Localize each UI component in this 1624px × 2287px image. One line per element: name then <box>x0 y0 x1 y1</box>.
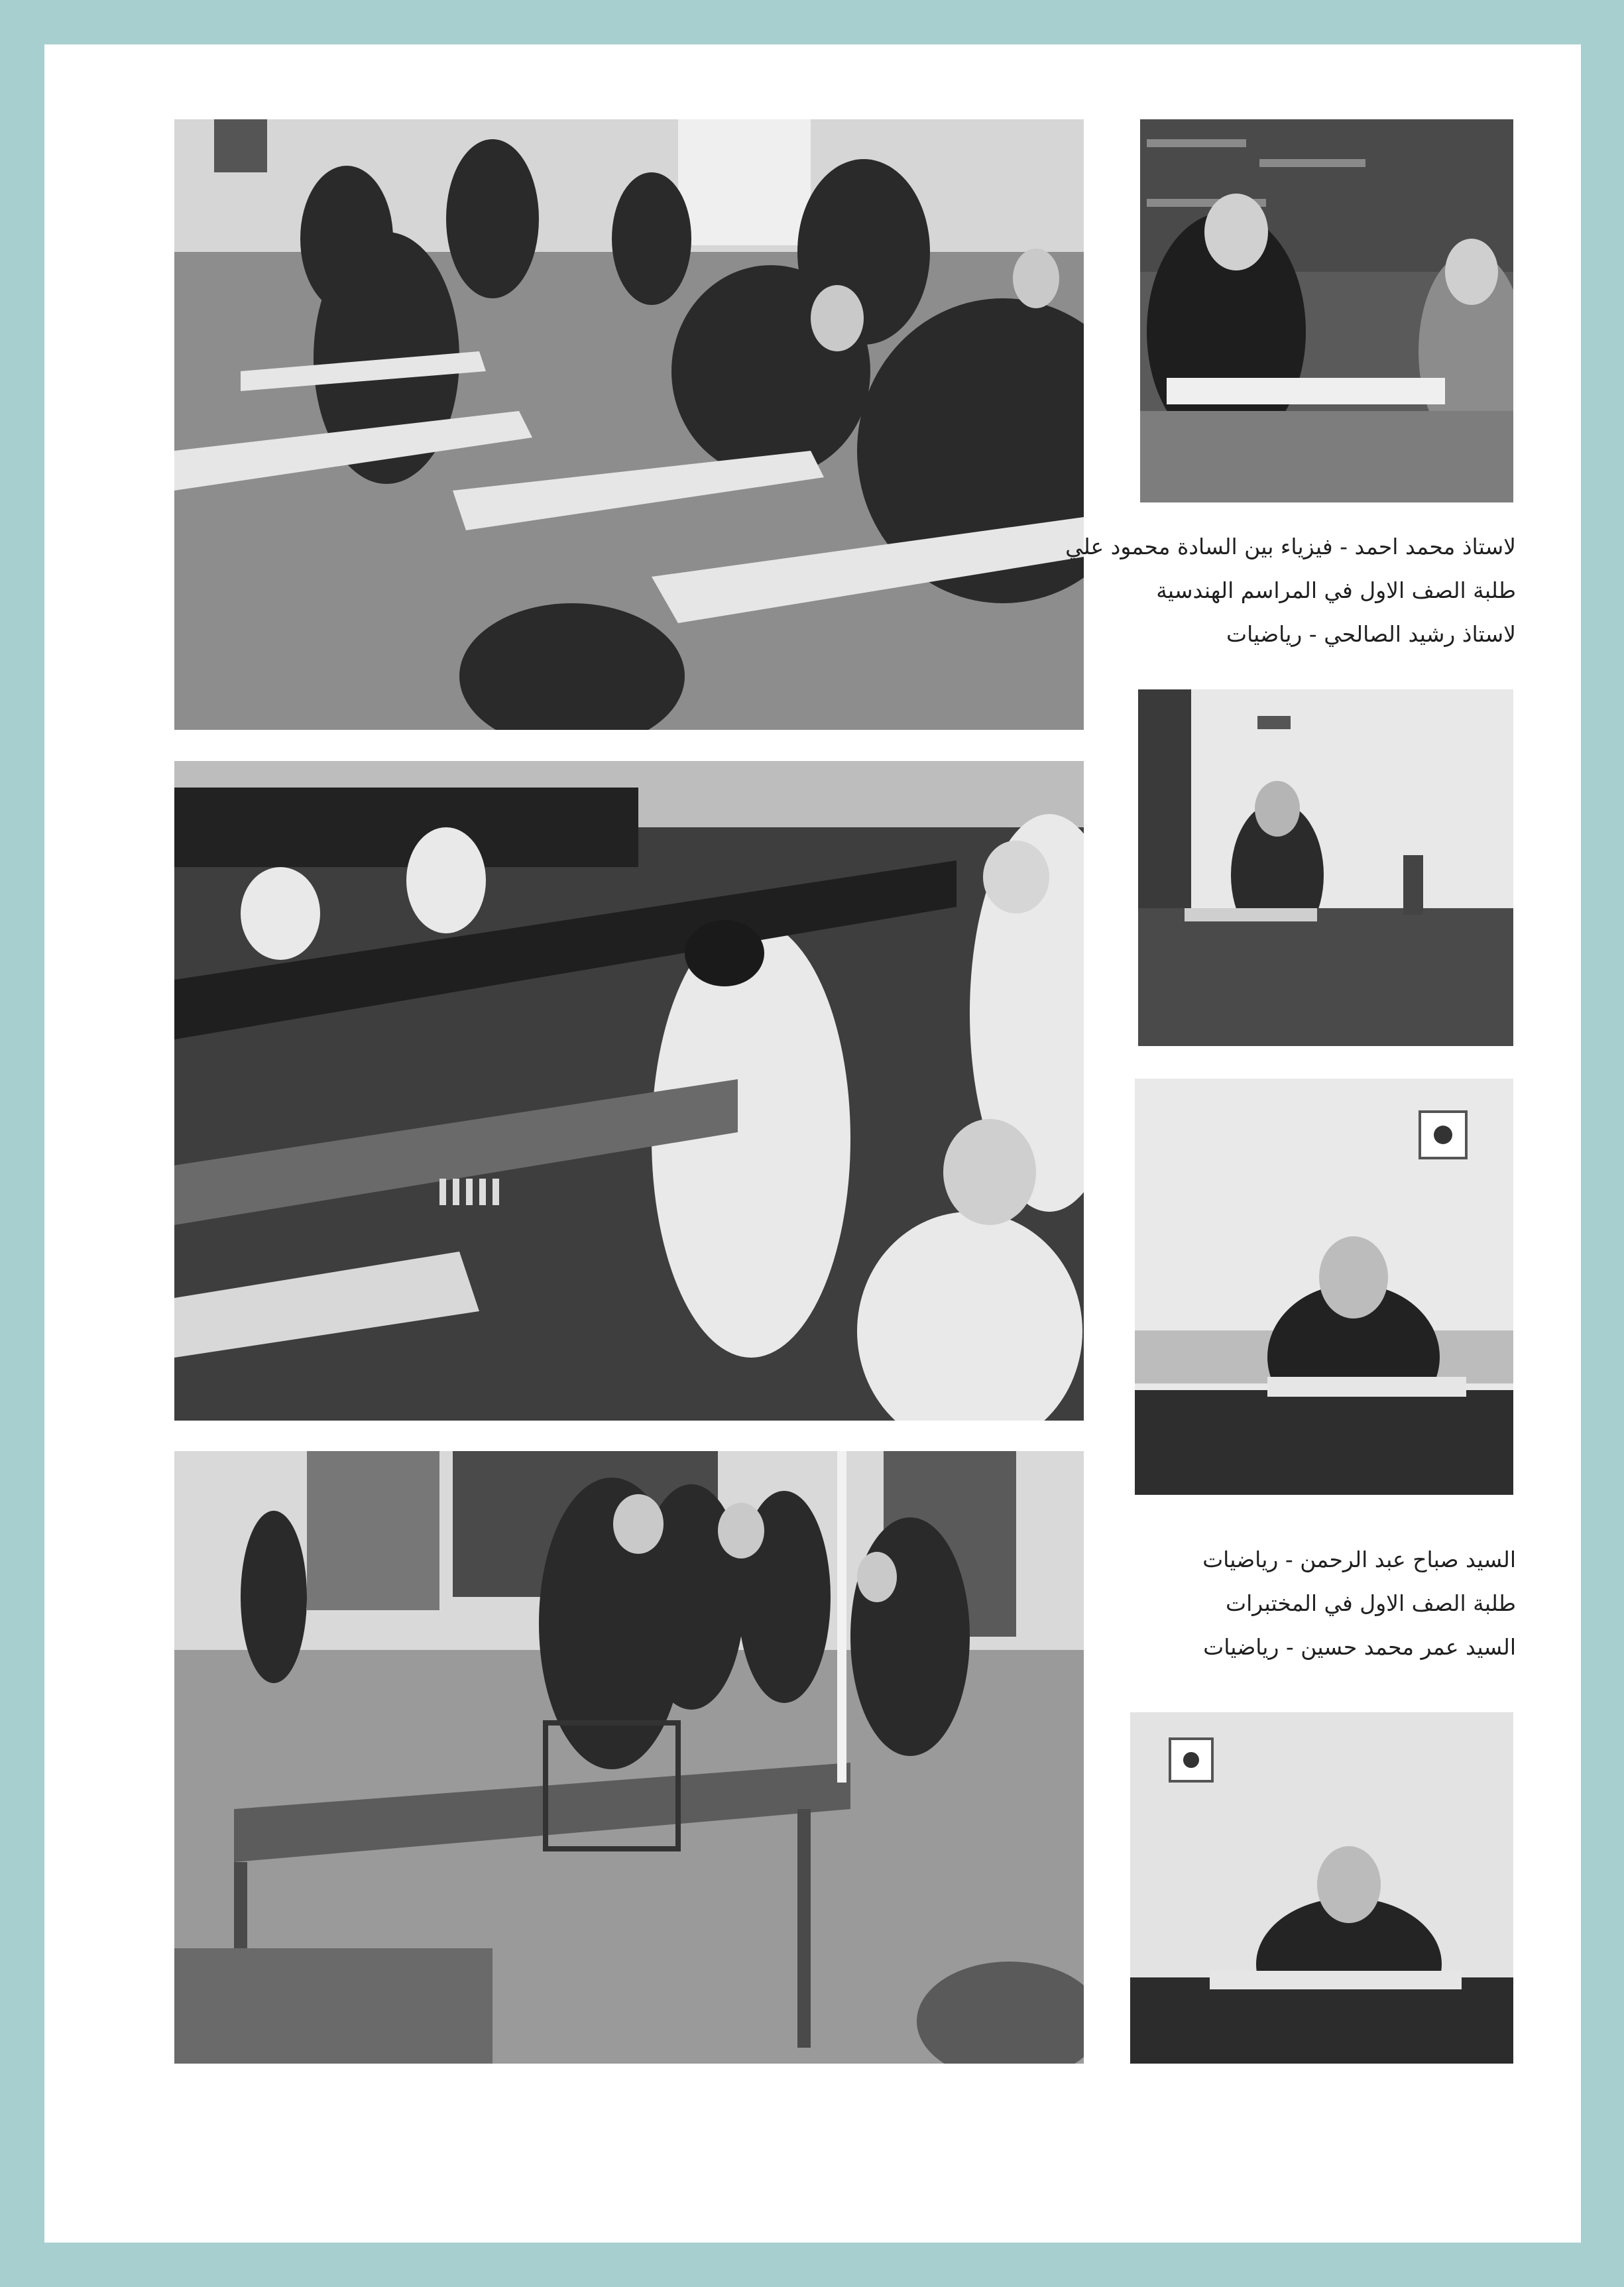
lower-caption <box>1135 1538 1516 1669</box>
chemistry-lab-photo <box>174 761 1084 1421</box>
caption-rashid-salihi: لاستاذ رشيد الصالحي - رياضيات <box>1226 621 1516 647</box>
upper-caption <box>1065 525 1516 656</box>
yearbook-page <box>44 44 1581 2243</box>
sabah-office-photo <box>1135 1079 1513 1495</box>
physics-lab-photo <box>174 1451 1084 2064</box>
caption-drafting-students: طلبة الصف الاول في المراسم الهندسية <box>1156 577 1516 603</box>
caption-omar-hussein: السيد عمر محمد حسين - رياضيات <box>1203 1634 1516 1660</box>
physics-teachers-photo <box>1140 119 1513 502</box>
caption-sabah-abdulrahman: السيد صباح عبد الرحمن - رياضيات <box>1202 1547 1516 1572</box>
omar-office-photo <box>1130 1712 1513 2064</box>
rashid-office-photo <box>1138 689 1513 1046</box>
caption-lab-students: طلبة الصف الاول في المختبرات <box>1226 1590 1516 1616</box>
drawing-hall-photo <box>174 119 1084 730</box>
caption-physics-teacher: لاستاذ محمد احمد - فيزياء بين السادة محمود علي <box>1065 534 1516 559</box>
